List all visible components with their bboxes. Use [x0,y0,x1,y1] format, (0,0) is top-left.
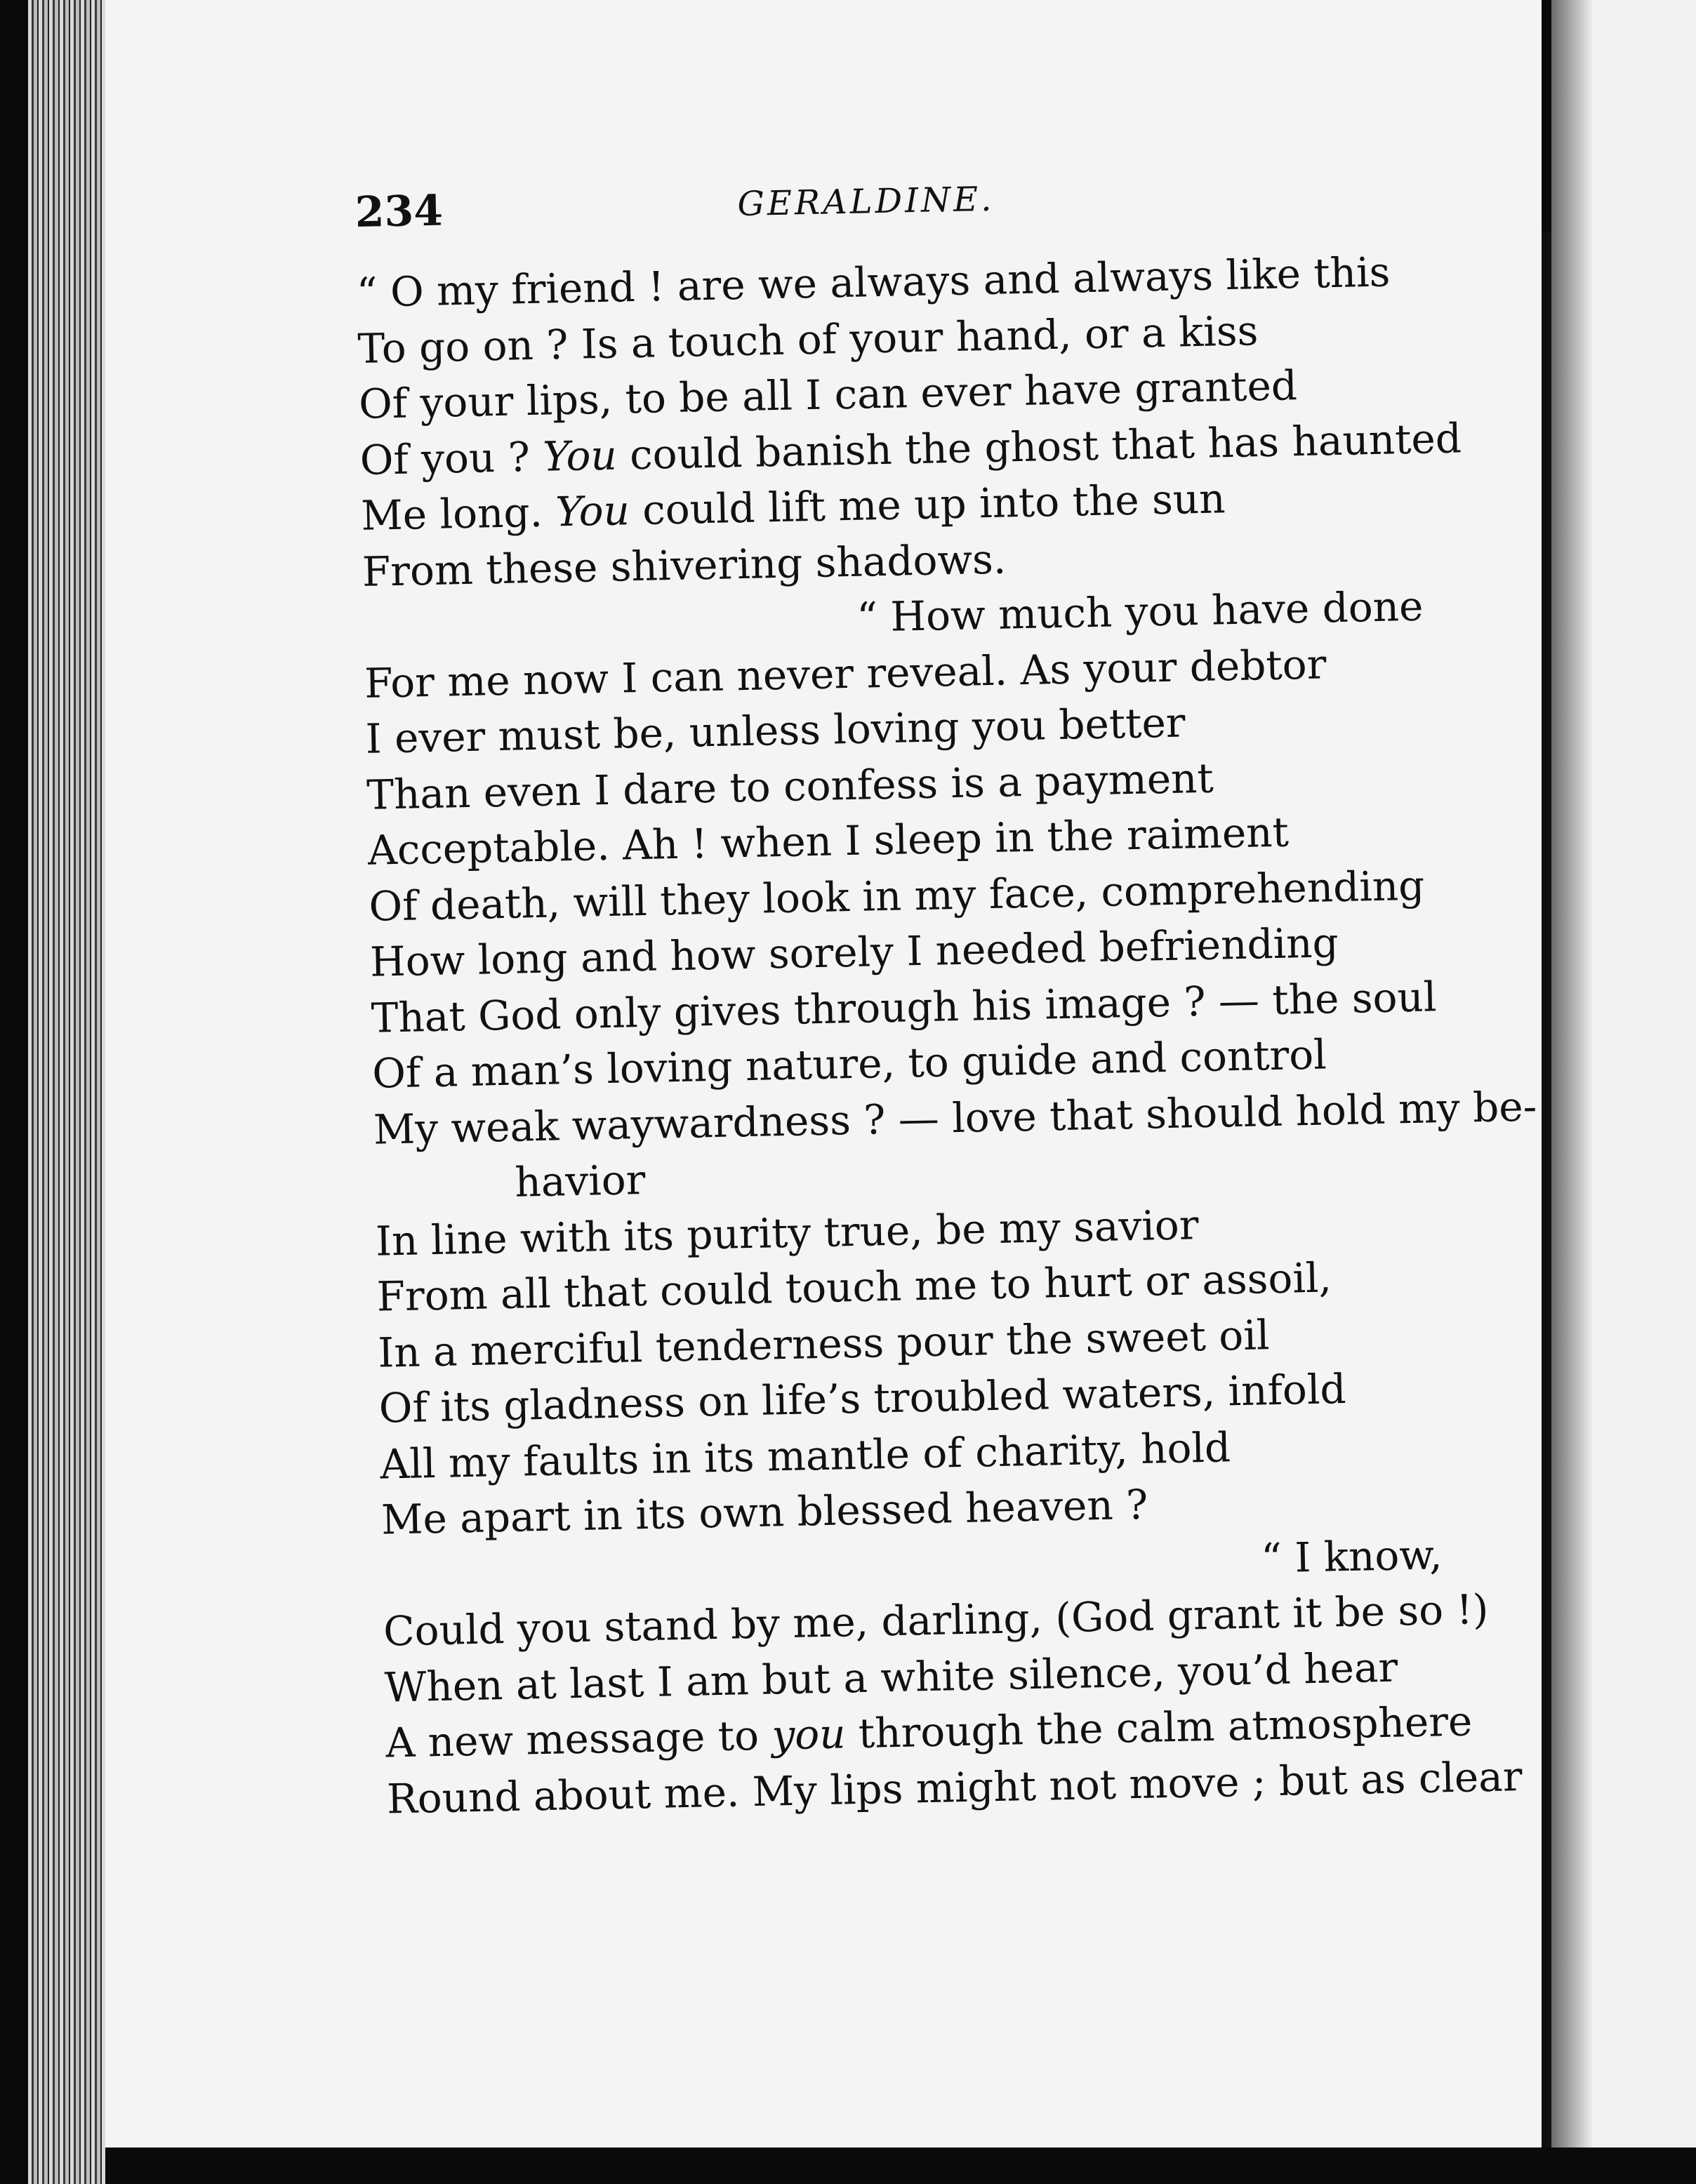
poem-line: Acceptable. Ah ! when I sleep in the raiment [367,808,1290,874]
poem-line: In a merciful tenderness pour the sweet oil [377,1310,1270,1377]
poem-line: Of death, will they look in my face, comprehending [368,861,1425,931]
poem-line: To go on ? Is a touch of your hand, or a kiss [357,306,1259,373]
poem-line: From all that could touch me to hurt or assoil, [376,1253,1332,1321]
poem-line: From these shivering shadows. [362,534,1007,596]
poem-line: “ I know, [1260,1530,1443,1582]
page-gutter-top [1542,0,1551,232]
page-text-block [355,166,1537,1827]
poem-line: Could you stand by me, darling, (God grant it be so !) [383,1585,1490,1656]
poem-line: Of your lips, to be all I can ever have granted [358,361,1298,428]
poem-line: Me apart in its own blessed heaven ? [380,1480,1148,1544]
poem-line: All my faults in its mantle of charity, hold [379,1423,1231,1489]
poem-line: When at last I am but a white silence, you’d hear [384,1643,1398,1712]
poem-line: Round about me. My lips might not move ; but as clear [386,1752,1523,1823]
scan-bottom-edge [105,2148,1696,2184]
poem-line: That God only gives through his image ? — the soul [371,972,1437,1042]
poem-line: Of you ? You could banish the ghost that has haunted [359,413,1462,484]
poem-line: Of a man’s loving nature, to guide and control [371,1030,1327,1098]
running-title: GERALDINE. [737,179,995,225]
poem-line: I ever must be, unless loving you better [365,698,1186,763]
poem-line: Of its gladness on life’s troubled waters, infold [378,1365,1347,1432]
poem-line: My weak waywardness ? — love that should hold my be- [373,1081,1537,1154]
poem-line: Me long. You could lift me up into the sun [360,474,1226,540]
poem-line: A new message to you through the calm atmosphere [385,1697,1473,1767]
gutter-shadow [1551,0,1594,2184]
poem-line: In line with its purity true, be my savior [375,1200,1200,1265]
poem-line: How long and how sorely I needed befriending [369,919,1339,986]
poem-body [356,243,1537,1827]
poem-line: “ O my friend ! are we always and always like this [356,248,1391,317]
poem-line: For me now I can never reveal. As your debtor [364,639,1327,707]
page-gutter [1542,0,1551,2184]
poem-line: havior [514,1155,647,1206]
poem-line: “ How much you have done [856,582,1424,641]
page-number: 234 [355,186,444,237]
poem-line: Than even I dare to confess is a payment [366,754,1214,819]
